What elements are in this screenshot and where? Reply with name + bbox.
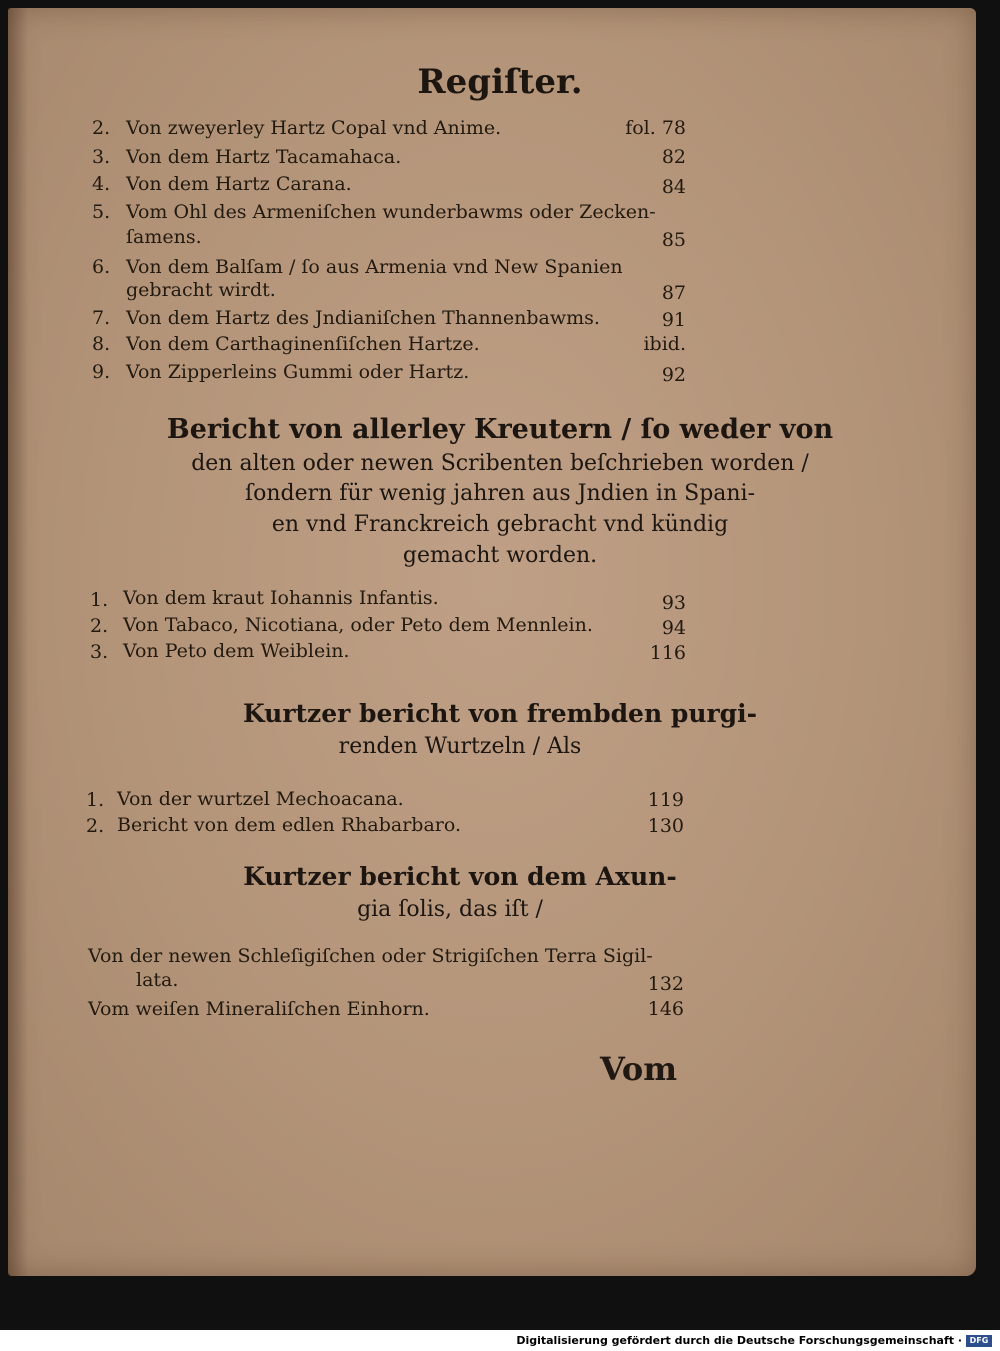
entry-text: Von dem kraut Iohannis Infantis.: [123, 587, 439, 609]
dfg-logo: DFG: [966, 1335, 992, 1347]
entry-text: Von Zipperleins Gummi oder Hartz.: [126, 361, 470, 383]
entry-page: 94: [661, 617, 686, 639]
entry-text: Von der wurtzel Mechoacana.: [117, 788, 404, 810]
entry-number: 1.: [90, 589, 109, 611]
page-title: Regiſter.: [417, 62, 583, 102]
entry-page: fol. 78: [625, 117, 686, 139]
entry-text: Von dem Balſam / ſo aus Armenia vnd New Spanien: [126, 256, 623, 278]
entry-page: 92: [661, 364, 686, 386]
heading-line: den alten oder newen Scribenten beſchrieben worden /: [191, 451, 809, 476]
entry-page: 82: [661, 146, 686, 168]
heading-line: Bericht von allerley Kreutern / ſo weder von: [166, 414, 834, 445]
entry-page: 130: [647, 815, 684, 837]
entry-page: 119: [647, 789, 684, 811]
heading-line: ſondern für wenig jahren aus Jndien in Spani-: [244, 481, 756, 506]
entry-text: Von Tabaco, Nicotiana, oder Peto dem Mennlein.: [123, 614, 593, 636]
heading-line: renden Wurtzeln / Als: [338, 734, 582, 759]
entry-number: 6.: [92, 256, 111, 278]
entry-text: Bericht von dem edlen Rhabarbaro.: [117, 814, 461, 836]
heading-line: gia ſolis, das iſt /: [357, 897, 543, 922]
entry-number: 5.: [92, 201, 111, 223]
entry-text: Vom Ohl des Armeniſchen wunderbawms oder Zecken-: [126, 201, 656, 223]
entry-text: Von zweyerley Hartz Copal vnd Anime.: [126, 117, 502, 139]
heading-line: en vnd Franckreich gebracht vnd kündig: [271, 512, 729, 537]
entry-number: 8.: [92, 333, 111, 355]
entry-text: Von der newen Schleſigiſchen oder Strigiſchen Terra Sigil-: [88, 945, 653, 967]
entry-number: 7.: [92, 307, 111, 329]
entry-page: 85: [661, 229, 686, 251]
entry-page: 91: [661, 309, 686, 331]
entry-page: 146: [647, 998, 684, 1020]
entry-number: 4.: [92, 173, 111, 195]
footer-credit: Digitalisierung gefördert durch die Deutsche Forschungsgemeinschaft ·: [516, 1334, 962, 1347]
entry-number: 1.: [86, 789, 105, 811]
entry-number: 2.: [90, 615, 109, 637]
entry-text: Von dem Hartz Tacamahaca.: [126, 146, 402, 168]
entry-text: gebracht wirdt.: [126, 279, 276, 301]
entry-text: Von dem Hartz des Jndianiſchen Thannenbawms.: [126, 307, 600, 329]
entry-page: 87: [661, 282, 686, 304]
entry-number: 9.: [92, 361, 111, 383]
digitization-footer: [0, 1332, 1000, 1351]
catchword: Vom: [600, 1050, 678, 1088]
entry-page: ibid.: [643, 333, 686, 355]
entry-text: Vom weiſen Mineraliſchen Einhorn.: [88, 998, 430, 1020]
heading-line: Kurtzer bericht von dem Axun-: [243, 862, 677, 891]
entry-number: 2.: [86, 815, 105, 837]
entry-text: Von dem Hartz Carana.: [126, 173, 352, 195]
entry-number: 2.: [92, 117, 111, 139]
heading-line: Kurtzer bericht von frembden purgi-: [242, 699, 758, 728]
entry-text: Von dem Carthaginenſiſchen Hartze.: [126, 333, 480, 355]
entry-page: 84: [661, 176, 686, 198]
entry-page: 93: [661, 592, 686, 614]
entry-text: Von Peto dem Weiblein.: [123, 640, 350, 662]
entry-number: 3.: [92, 146, 111, 168]
entry-number: 3.: [90, 641, 109, 663]
entry-page: 116: [649, 642, 686, 664]
heading-line: gemacht worden.: [402, 543, 598, 568]
entry-page: 132: [647, 973, 684, 995]
entry-text: lata.: [136, 969, 179, 991]
entry-text: ſamens.: [126, 226, 202, 248]
